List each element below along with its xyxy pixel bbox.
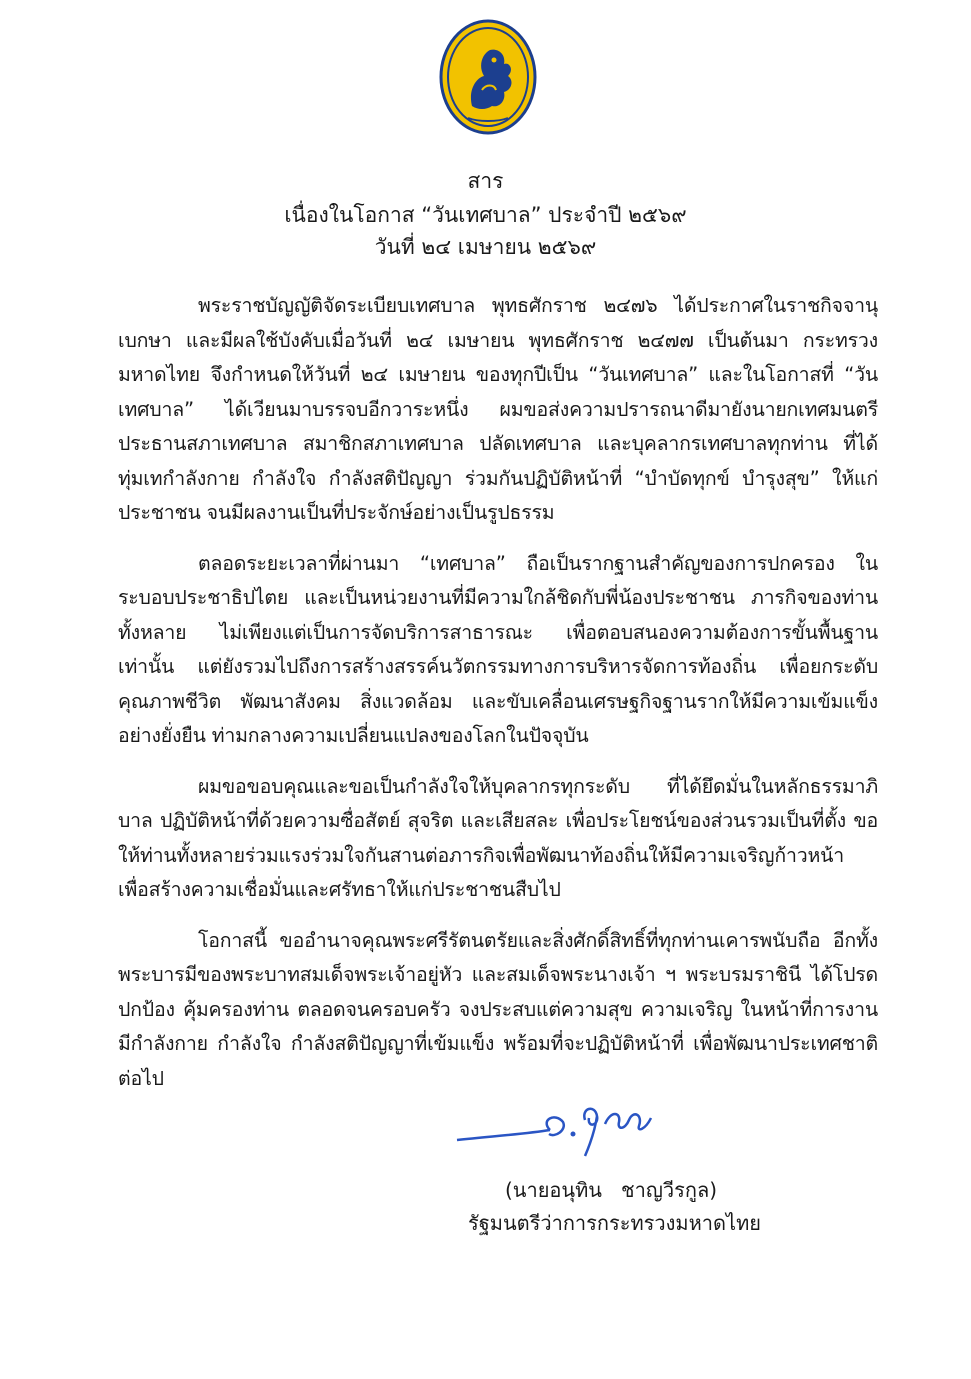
paragraph-1: พระราชบัญญัติจัดระเบียบเทศบาล พุทธศักราช ๒๔๗๖ ได้ประกาศในราชกิจจานุเบกษา และมีผลใช้บังคับเมื่อวันที่ ๒๔ เมษายน พุทธศักราช ๒๔๗๗ เป็นต้นมา กระทรวงมหาดไทย จึงกำหนดให้วันที่ ๒๔ เมษายน ของทุกปีเป็น “วันเทศบาล” และในโอกาสที่ “วันเทศบาล” ได้เวียนมาบรรจบอีกวาระหนึ่ง ผมขอส่งความปรารถนาดีมายังนายกเทศมนตรี ประธานสภาเทศบาล สมาชิกสภาเทศบาล ปลัดเทศบาล และบุคลากรเทศบาลทุกท่าน ที่ได้ทุ่มเทกำลังกาย กำลังใจ กำลังสติปัญญา ร่วมกันปฏิบัติหน้าที่ “บำบัดทุกข์ บำรุงสุข” ให้แก่ประชาชน จนมีผลงานเป็นที่ประจักษ์อย่างเป็นรูปธรรม [118,294,878,524]
signer-position: รัฐมนตรีว่าการกระทรวงมหาดไทย [468,1211,761,1235]
paragraph-4: โอกาสนี้ ขออำนาจคุณพระศรีรัตนตรัยและสิ่งศักดิ์สิทธิ์ที่ทุกท่านเคารพนับถือ อีกทั้งพระบารมีของพระบาทสมเด็จพระเจ้าอยู่หัว และสมเด็จพระนางเจ้า ฯ พระบรมราชินี ได้โปรดปกป้อง คุ้มครองท่าน ตลอดจนครอบครัว จงประสบแต่ความสุข ความเจริญ ในหน้าที่การงาน มีกำลังกาย กำลังใจ กำลังสติปัญญาที่เข้มแข็ง พร้อมที่จะปฏิบัติหน้าที่ เพื่อพัฒนาประเทศชาติต่อไป [118,928,878,1090]
paragraph-2: ตลอดระยะเวลาที่ผ่านมา “เทศบาล” ถือเป็นรากฐานสำคัญของการปกครอง ในระบอบประชาธิปไตย และเป็นหน่วยงานที่มีความใกล้ชิดกับพี่น้องประชาชน ภารกิจของท่านทั้งหลาย ไม่เพียงแต่เป็นการจัดบริการสาธารณะ เพื่อตอบสนองความต้องการขั้นพื้นฐาน เท่านั้น แต่ยังรวมไปถึงการสร้างสรรค์นวัตกรรมทางการบริหารจัดการท้องถิ่น เพื่อยกระดับ คุณภาพชีวิต พัฒนาสังคม สิ่งแวดล้อม และขับเคลื่อนเศรษฐกิจฐานรากให้มีความเข้มแข็ง อย่างยั่งยืน ท่ามกลางความเปลี่ยนแปลงของโลกในปัจจุบัน [118,551,878,747]
paragraph-3: ผมขอขอบคุณและขอเป็นกำลังใจให้บุคลากรทุกระดับ ที่ได้ยึดมั่นในหลักธรรมาภิบาล ปฏิบัติหน้าที่ด้วยความซื่อสัตย์ สุจริต และเสียสละ เพื่อประโยชน์ของส่วนรวมเป็นที่ตั้ง ขอให้ท่านทั้งหลายร่วมแรงร่วมใจกันสานต่อภารกิจเพื่อพัฒนาท้องถิ่นให้มีความเจริญก้าวหน้า เพื่อสร้างความเชื่อมั่นและศรัทธาให้แก่ประชาชนสืบไป [118,774,878,901]
letter-date: วันที่ ๒๔ เมษายน ๒๕๖๙ [374,235,597,259]
signer-name: (นายอนุทิน ชาญวีรกูล) [505,1178,718,1202]
letter-body [118,289,878,1096]
letter-subtitle: เนื่องในโอกาส “วันเทศบาล” ประจำปี ๒๕๖๙ [284,203,687,227]
handwritten-signature [455,1090,675,1170]
letter-title: สาร [467,169,504,193]
garuda-lion-seal-icon [438,18,538,136]
